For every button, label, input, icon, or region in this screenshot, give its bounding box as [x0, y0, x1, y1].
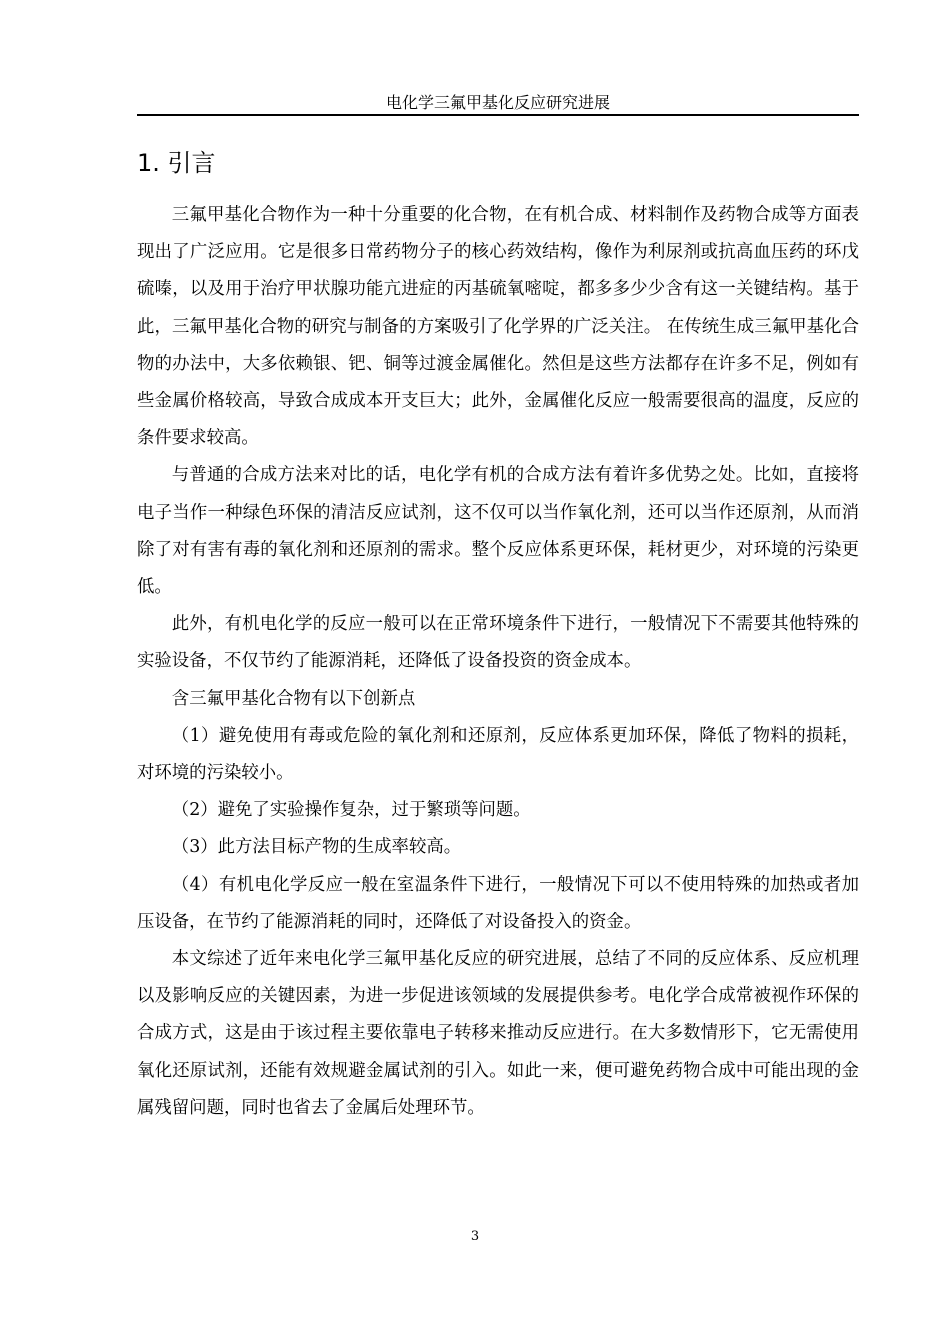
list-item-4: （4）有机电化学反应一般在室温条件下进行，一般情况下可以不使用特殊的加热或者加压设备，在节约了能源消耗的同时，还降低了对设备投入的资金。 [137, 874, 859, 932]
header-rule [137, 114, 859, 116]
paragraph-innovations-lead: 含三氟甲基化合物有以下创新点 [171, 688, 416, 709]
paragraph-conditions: 此外，有机电化学的反应一般可以在正常环境条件下进行，一般情况下不需要其他特殊的实验设备，不仅节约了能源消耗，还降低了设备投资的资金成本。 [137, 614, 859, 672]
list-item-2: （2）避免了实验操作复杂，过于繁琐等问题。 [171, 800, 531, 821]
paragraph-summary: 本文综述了近年来电化学三氟甲基化反应的研究进展，总结了不同的反应体系、反应机理以及影响反应的关键因素，为进一步促进该领域的发展提供参考。电化学合成常被视作环保的合成方式，这是由于该过程主要依靠电子转移来推动反应进行。在大多数情形下，它无需使用氧化还原试剂，还能有效规避金属试剂的引入。如此一来，便可避免药物合成中可能出现的金属残留问题，同时也省去了金属后处理环节。 [137, 949, 859, 1118]
list-item-3: （3）此方法目标产物的生成率较高。 [171, 837, 462, 858]
page-number: 3 [470, 1229, 480, 1244]
paragraph-intro: 三氟甲基化合物作为一种十分重要的化合物，在有机合成、材料制作及药物合成等方面表现出了广泛应用。它是很多日常药物分子的核心药效结构，像作为利尿剂或抗高血压药的环戊硫嗪，以及用于治疗甲状腺功能亢进症的丙基硫氧嘧啶，都多多少少含有这一关键结构。基于此，三氟甲基化合物的研究与制备的方案吸引了化学界的广泛关注。 在传统生成三氟甲基化合物的办法中，大多依赖银、钯、铜等过渡金属催化。然但是这些方法都存在许多不足，例如有些金属价格较高，导致合成成本开支巨大；此外，金属催化反应一般需要很高的温度，反应的条件要求较高。 [137, 205, 859, 449]
paragraph-advantages: 与普通的合成方法来对比的话，电化学有机的合成方法有着许多优势之处。比如，直接将电子当作一种绿色环保的清洁反应试剂，这不仅可以当作氧化剂，还可以当作还原剂，从而消除了对有害有毒的氧化剂和还原剂的需求。整个反应体系更环保，耗材更少，对环境的污染更低。 [137, 465, 859, 598]
running-header: 电化学三氟甲基化反应研究进展 [385, 93, 610, 112]
section-heading: 1. 引言 [137, 149, 216, 177]
body-text [137, 197, 859, 1127]
list-item-1: （1）避免使用有毒或危险的氧化剂和还原剂，反应体系更加环保，降低了物料的损耗，对环境的污染较小。 [137, 725, 859, 784]
